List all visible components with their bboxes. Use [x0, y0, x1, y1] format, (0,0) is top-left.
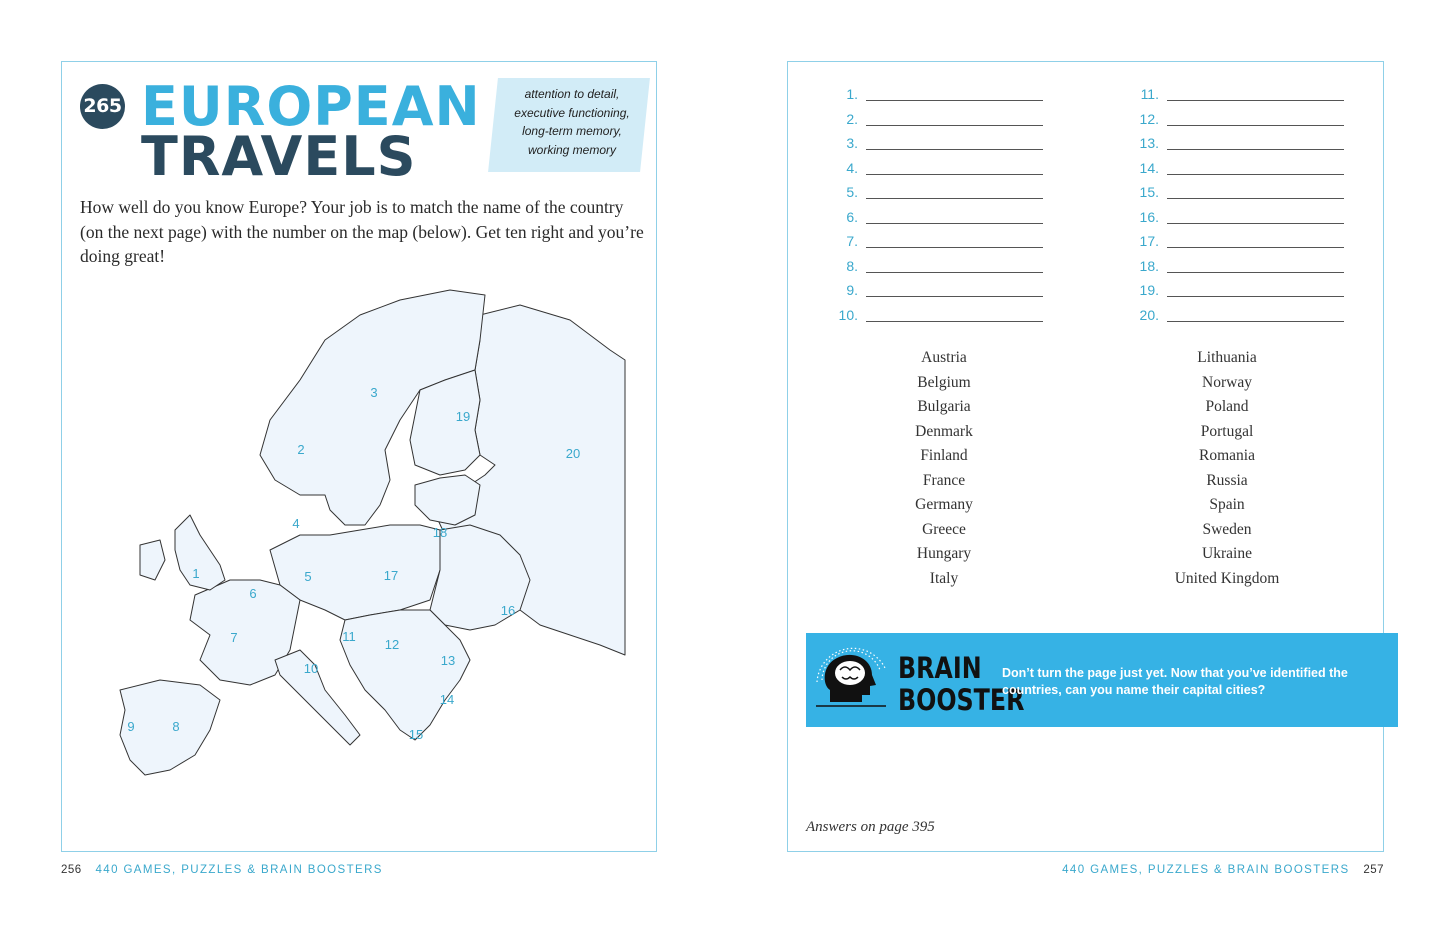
page-number: 257 [1363, 864, 1384, 876]
skill-item: long-term memory, [522, 124, 622, 138]
answer-line[interactable] [1167, 247, 1344, 248]
answer-number: 12. [1139, 110, 1159, 127]
answer-number: 5. [846, 184, 858, 200]
map-label-15: 15 [408, 727, 424, 742]
map-label-3: 3 [370, 385, 378, 400]
map-label-13: 13 [440, 653, 456, 668]
map-region-iberia [120, 680, 220, 775]
country-list-item: Hungary [916, 545, 972, 562]
europe-map [100, 280, 630, 790]
map-label-7: 7 [230, 630, 238, 645]
map-label-16: 16 [500, 603, 516, 618]
answer-number: 17. [1139, 233, 1159, 249]
map-region-ireland [140, 540, 165, 580]
country-list-item: Belgium [917, 374, 971, 391]
map-label-5: 5 [304, 569, 312, 584]
map-label-12: 12 [384, 637, 400, 652]
answer-number: 7. [846, 233, 858, 249]
answer-line[interactable] [866, 149, 1043, 150]
book-title: 440 GAMES, PUZZLES & BRAIN BOOSTERS [1062, 864, 1350, 876]
country-list-item: Finland [920, 447, 968, 464]
country-list-item: Greece [922, 521, 966, 538]
answer-number: 18. [1139, 257, 1159, 274]
answer-line[interactable] [1167, 272, 1344, 273]
country-list-item: United Kingdom [1174, 570, 1280, 587]
booster-title-line1: BRAIN [898, 651, 982, 685]
map-region-baltics [415, 475, 480, 525]
answer-line[interactable] [866, 125, 1043, 126]
map-label-9: 9 [127, 719, 135, 734]
answer-number: 4. [846, 159, 858, 176]
map-label-20: 20 [565, 446, 581, 461]
answer-number: 9. [846, 282, 858, 298]
map-label-10: 10 [303, 661, 319, 676]
country-list-item: Russia [1206, 472, 1248, 489]
intro-paragraph: How well do you know Europe? Your job is to match the name of the country (on the next page) with the number on the map (below). Get ten right and you’re doing great! [80, 197, 644, 266]
country-list-item: Lithuania [1197, 349, 1257, 366]
answer-number: 19. [1139, 282, 1159, 298]
booster-text: Don’t turn the page just yet. Now that you’ve identified the countries, can you name their capital cities? [1002, 666, 1348, 697]
map-label-11: 11 [342, 629, 356, 644]
skill-item: attention to detail, [524, 87, 620, 101]
booster-title-line2: BOOSTER [898, 683, 1025, 717]
map-label-19: 19 [455, 409, 471, 424]
answer-number: 11. [1140, 86, 1159, 102]
answer-line[interactable] [866, 321, 1043, 322]
answer-line[interactable] [866, 198, 1043, 199]
folio-left [61, 864, 383, 876]
answers-note: Answers on page 395 [806, 819, 935, 835]
title-line-1: EUROPEAN [141, 75, 481, 138]
answer-line[interactable] [1167, 149, 1344, 150]
answer-number: 13. [1139, 135, 1159, 151]
answer-line[interactable] [1167, 100, 1344, 101]
country-list-item: Austria [921, 349, 967, 366]
answer-line[interactable] [866, 247, 1043, 248]
country-list-item: Sweden [1202, 521, 1252, 538]
map-label-4: 4 [292, 516, 300, 531]
country-list-item: Denmark [915, 423, 973, 440]
answer-number: 20. [1139, 306, 1159, 323]
country-list-item: Bulgaria [917, 398, 971, 415]
country-list-item: Romania [1199, 447, 1255, 464]
skill-item: working memory [527, 142, 617, 157]
country-list-item: Norway [1202, 374, 1252, 391]
country-list-item: Germany [915, 496, 973, 513]
answer-line[interactable] [1167, 174, 1344, 175]
answer-number: 14. [1139, 159, 1159, 176]
answer-line[interactable] [866, 174, 1043, 175]
country-list-item: Ukraine [1202, 545, 1252, 562]
book-title: 440 GAMES, PUZZLES & BRAIN BOOSTERS [95, 864, 383, 876]
country-list-item: Poland [1205, 398, 1249, 415]
map-label-17: 17 [383, 568, 399, 583]
map-region-britain [175, 515, 225, 590]
answer-line[interactable] [1167, 296, 1344, 297]
country-list-item: Portugal [1200, 423, 1254, 440]
page-number: 256 [61, 864, 82, 876]
map-label-6: 6 [249, 586, 257, 601]
answer-line[interactable] [866, 296, 1043, 297]
answer-number: 3. [846, 135, 858, 151]
answer-number: 8. [846, 257, 858, 274]
answer-number: 6. [846, 208, 858, 225]
answer-number: 1. [846, 86, 858, 102]
skills-list [497, 85, 647, 159]
answer-number: 2. [846, 110, 858, 127]
answer-line[interactable] [1167, 125, 1344, 126]
answer-line[interactable] [866, 272, 1043, 273]
answer-line[interactable] [866, 223, 1043, 224]
brain-head-icon [812, 640, 890, 718]
answer-line[interactable] [1167, 198, 1344, 199]
map-label-2: 2 [297, 442, 305, 457]
answer-number: 16. [1139, 208, 1159, 225]
answer-number: 15. [1139, 184, 1159, 200]
answer-line[interactable] [1167, 223, 1344, 224]
map-label-8: 8 [172, 719, 180, 734]
answer-line[interactable] [1167, 321, 1344, 322]
map-label-14: 14 [439, 692, 455, 707]
country-list-item: Italy [929, 570, 959, 587]
answer-line[interactable] [866, 100, 1043, 101]
map-label-1: 1 [192, 566, 200, 581]
country-list-item: France [922, 472, 966, 489]
puzzle-number-badge: 265 [80, 84, 125, 129]
map-region-balkans [340, 610, 470, 740]
folio-right [1062, 864, 1384, 876]
country-list-item: Spain [1209, 496, 1245, 513]
title-line-2: TRAVELS [141, 125, 417, 188]
skill-item: executive functioning, [514, 105, 630, 120]
map-label-18: 18 [432, 525, 448, 540]
answer-number: 10. [838, 306, 858, 323]
